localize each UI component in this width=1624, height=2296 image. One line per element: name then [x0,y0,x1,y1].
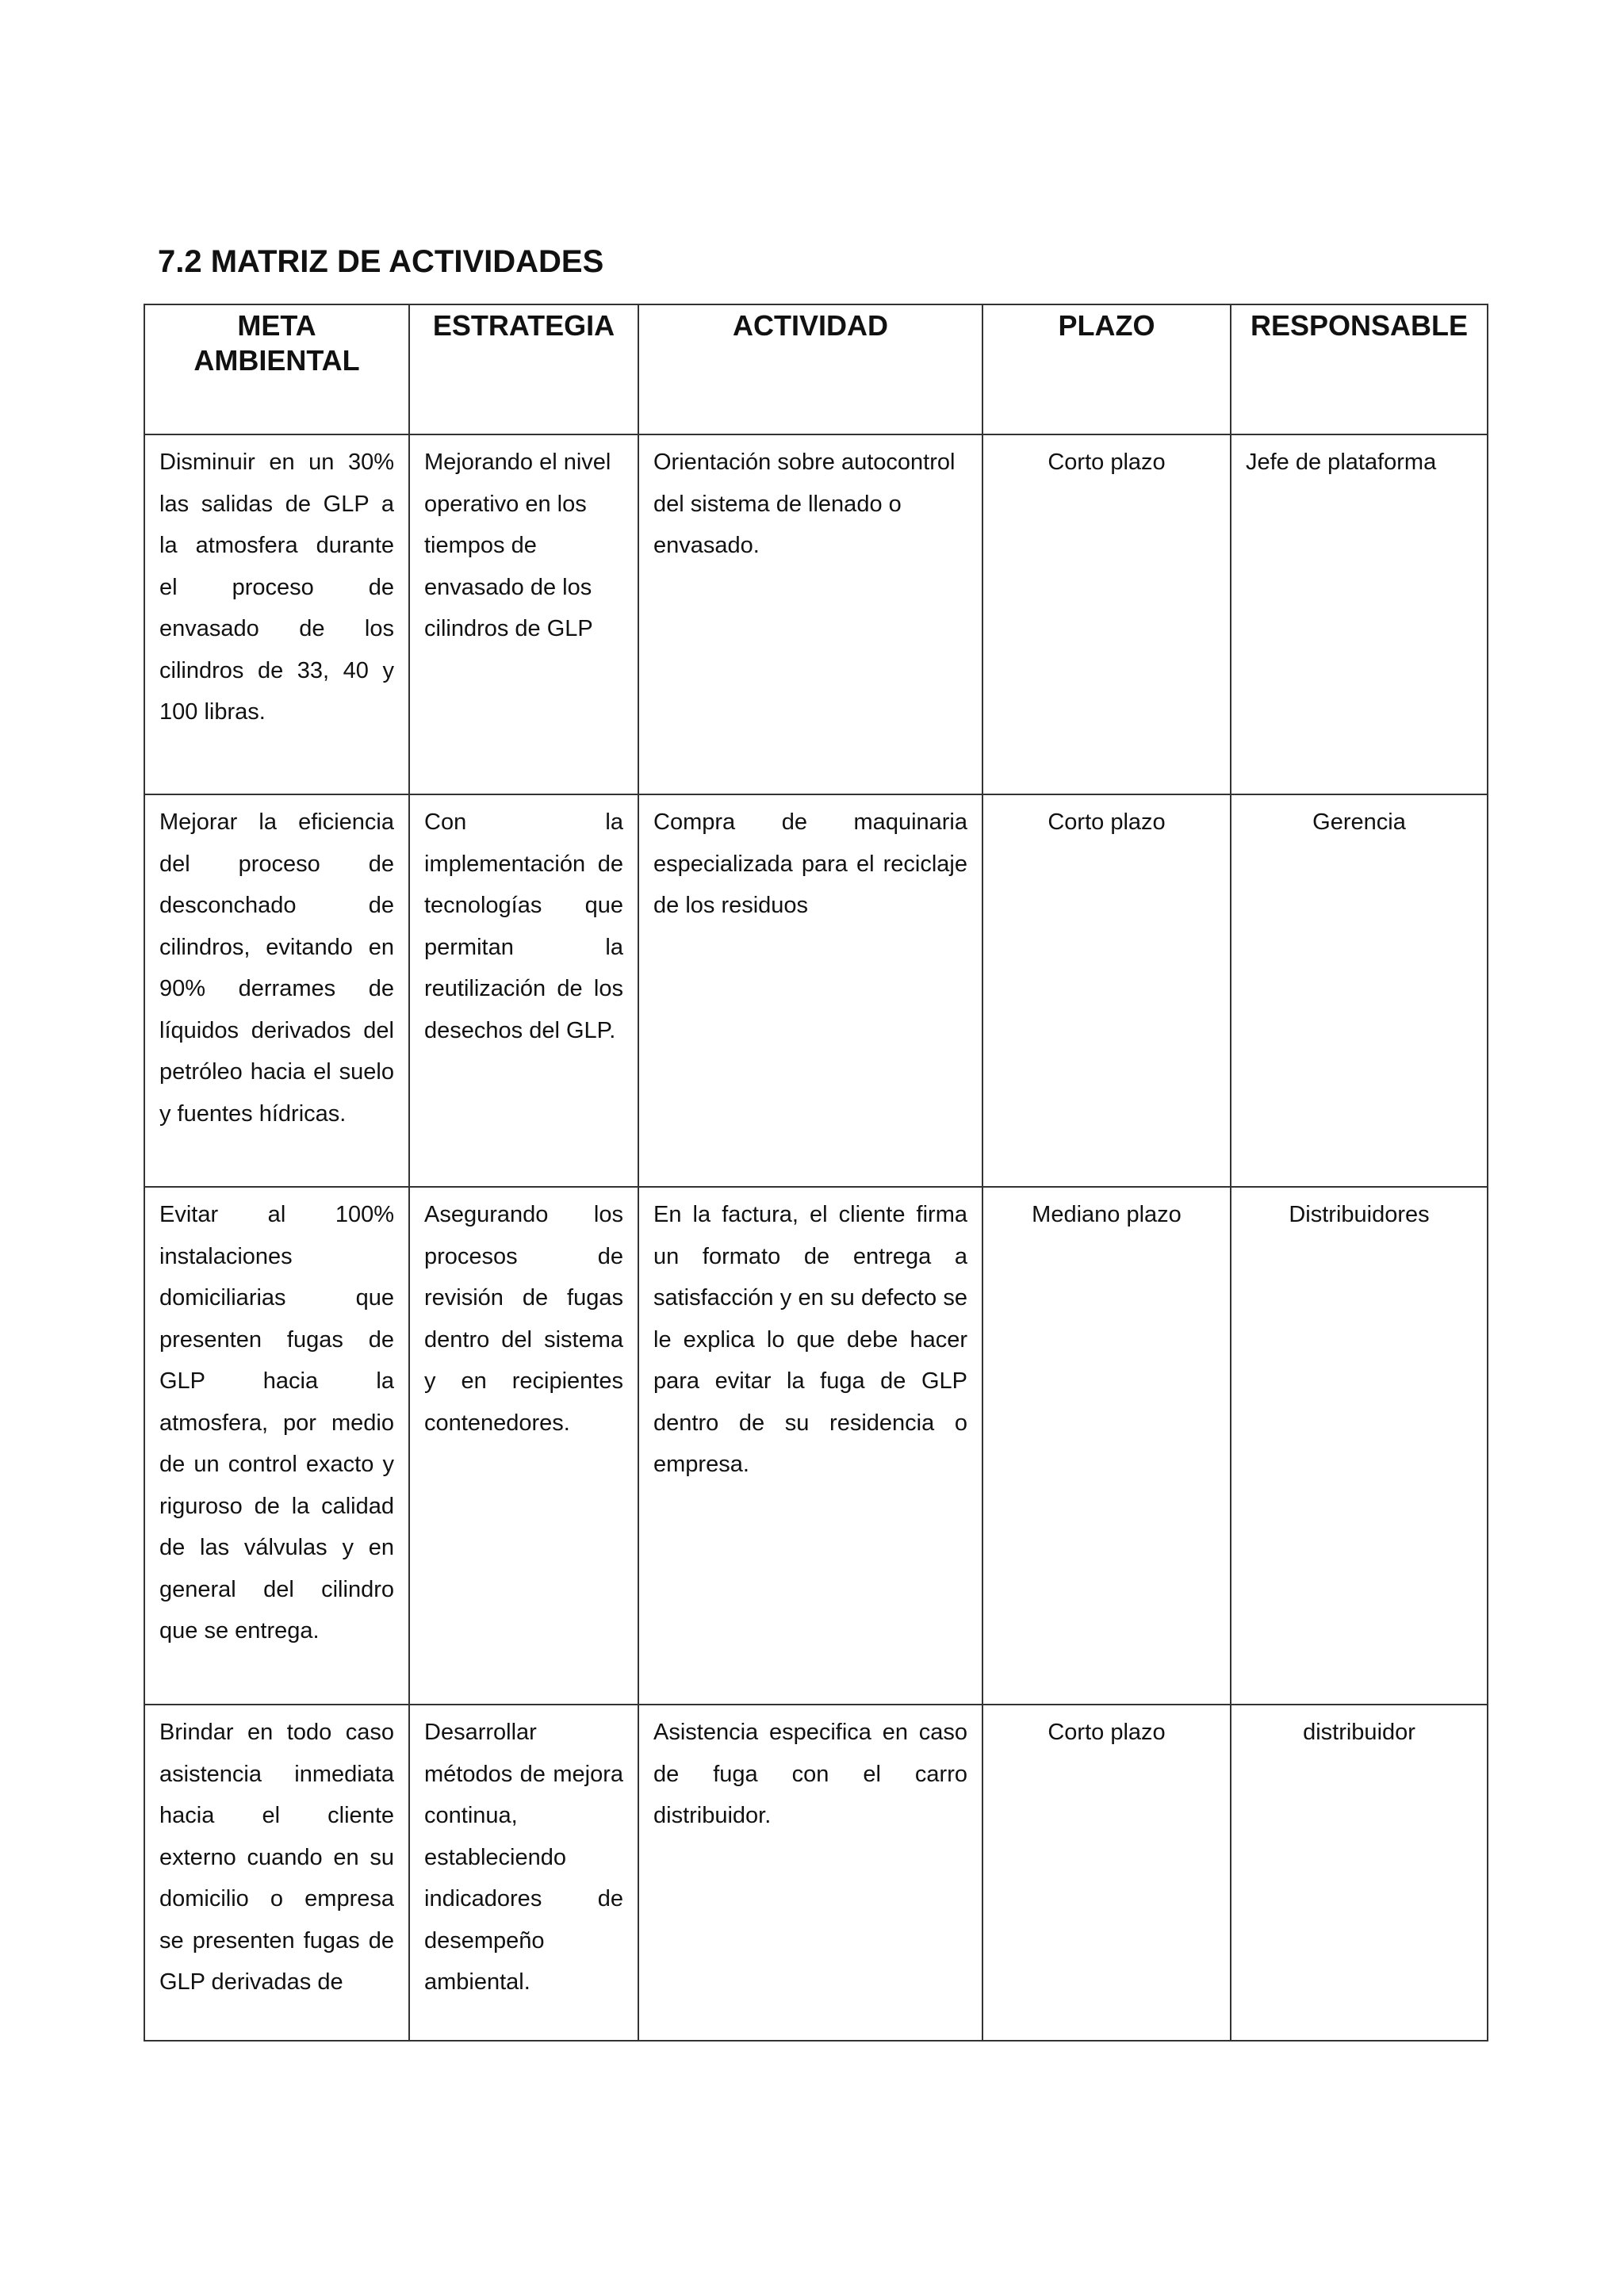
header-estrategia: ESTRATEGIA [409,304,638,434]
header-plazo: PLAZO [982,304,1231,434]
cell-actividad: Asistencia especifica en caso de fuga con el carro distribuidor. [638,1705,982,2041]
table-row [144,434,1488,794]
cell-responsable: distribuidor [1231,1705,1488,2041]
cell-actividad: Compra de maquinaria especializada para el reciclaje de los residuos [638,794,982,1187]
cell-responsable: Jefe de plataforma [1231,434,1488,794]
table-row [144,1705,1488,2041]
cell-actividad: En la factura, el cliente firma un formato de entrega a satisfacción y en su defecto se le explica lo que debe hacer para evitar la fuga de GLP dentro de su residencia o empresa. [638,1187,982,1705]
cell-estrategia: Asegurando los procesos de revisión de fugas dentro del sistema y en recipientes contenedores. [409,1187,638,1705]
cell-plazo: Corto plazo [982,1705,1231,2041]
table-row [144,1187,1488,1705]
cell-actividad: Orientación sobre autocontrol del sistema de llenado o envasado. [638,434,982,794]
cell-meta: Brindar en todo caso asistencia inmediata hacia el cliente externo cuando en su domicilio o empresa se presenten fugas de GLP derivadas de [144,1705,409,2041]
cell-meta: Disminuir en un 30% las salidas de GLP a la atmosfera durante el proceso de envasado de los cilindros de 33, 40 y 100 libras. [144,434,409,794]
cell-plazo: Mediano plazo [982,1187,1231,1705]
cell-responsable: Distribuidores [1231,1187,1488,1705]
activities-matrix-table [144,304,1488,2042]
cell-meta: Evitar al 100% instalaciones domiciliarias que presenten fugas de GLP hacia la atmosfera, por medio de un control exacto y riguroso de la calidad de las válvulas y en general del cilindro que se entrega. [144,1187,409,1705]
page-title: 7.2 MATRIZ DE ACTIVIDADES [158,244,604,279]
cell-estrategia: Con la implementación de tecnologías que permitan la reutilización de los desechos del GLP. [409,794,638,1187]
table-header-row [144,304,1488,434]
cell-plazo: Corto plazo [982,794,1231,1187]
cell-plazo: Corto plazo [982,434,1231,794]
cell-meta: Mejorar la eficiencia del proceso de desconchado de cilindros, evitando en 90% derrames de líquidos derivados del petróleo hacia el suelo y fuentes hídricas. [144,794,409,1187]
cell-estrategia: Desarrollar métodos de mejora continua, estableciendo indicadores de desempeño ambiental. [409,1705,638,2041]
cell-estrategia: Mejorando el nivel operativo en los tiempos de envasado de los cilindros de GLP [409,434,638,794]
header-responsable: RESPONSABLE [1231,304,1488,434]
table-row [144,794,1488,1187]
cell-responsable: Gerencia [1231,794,1488,1187]
header-actividad: ACTIVIDAD [638,304,982,434]
header-meta-ambiental: META AMBIENTAL [144,304,409,434]
